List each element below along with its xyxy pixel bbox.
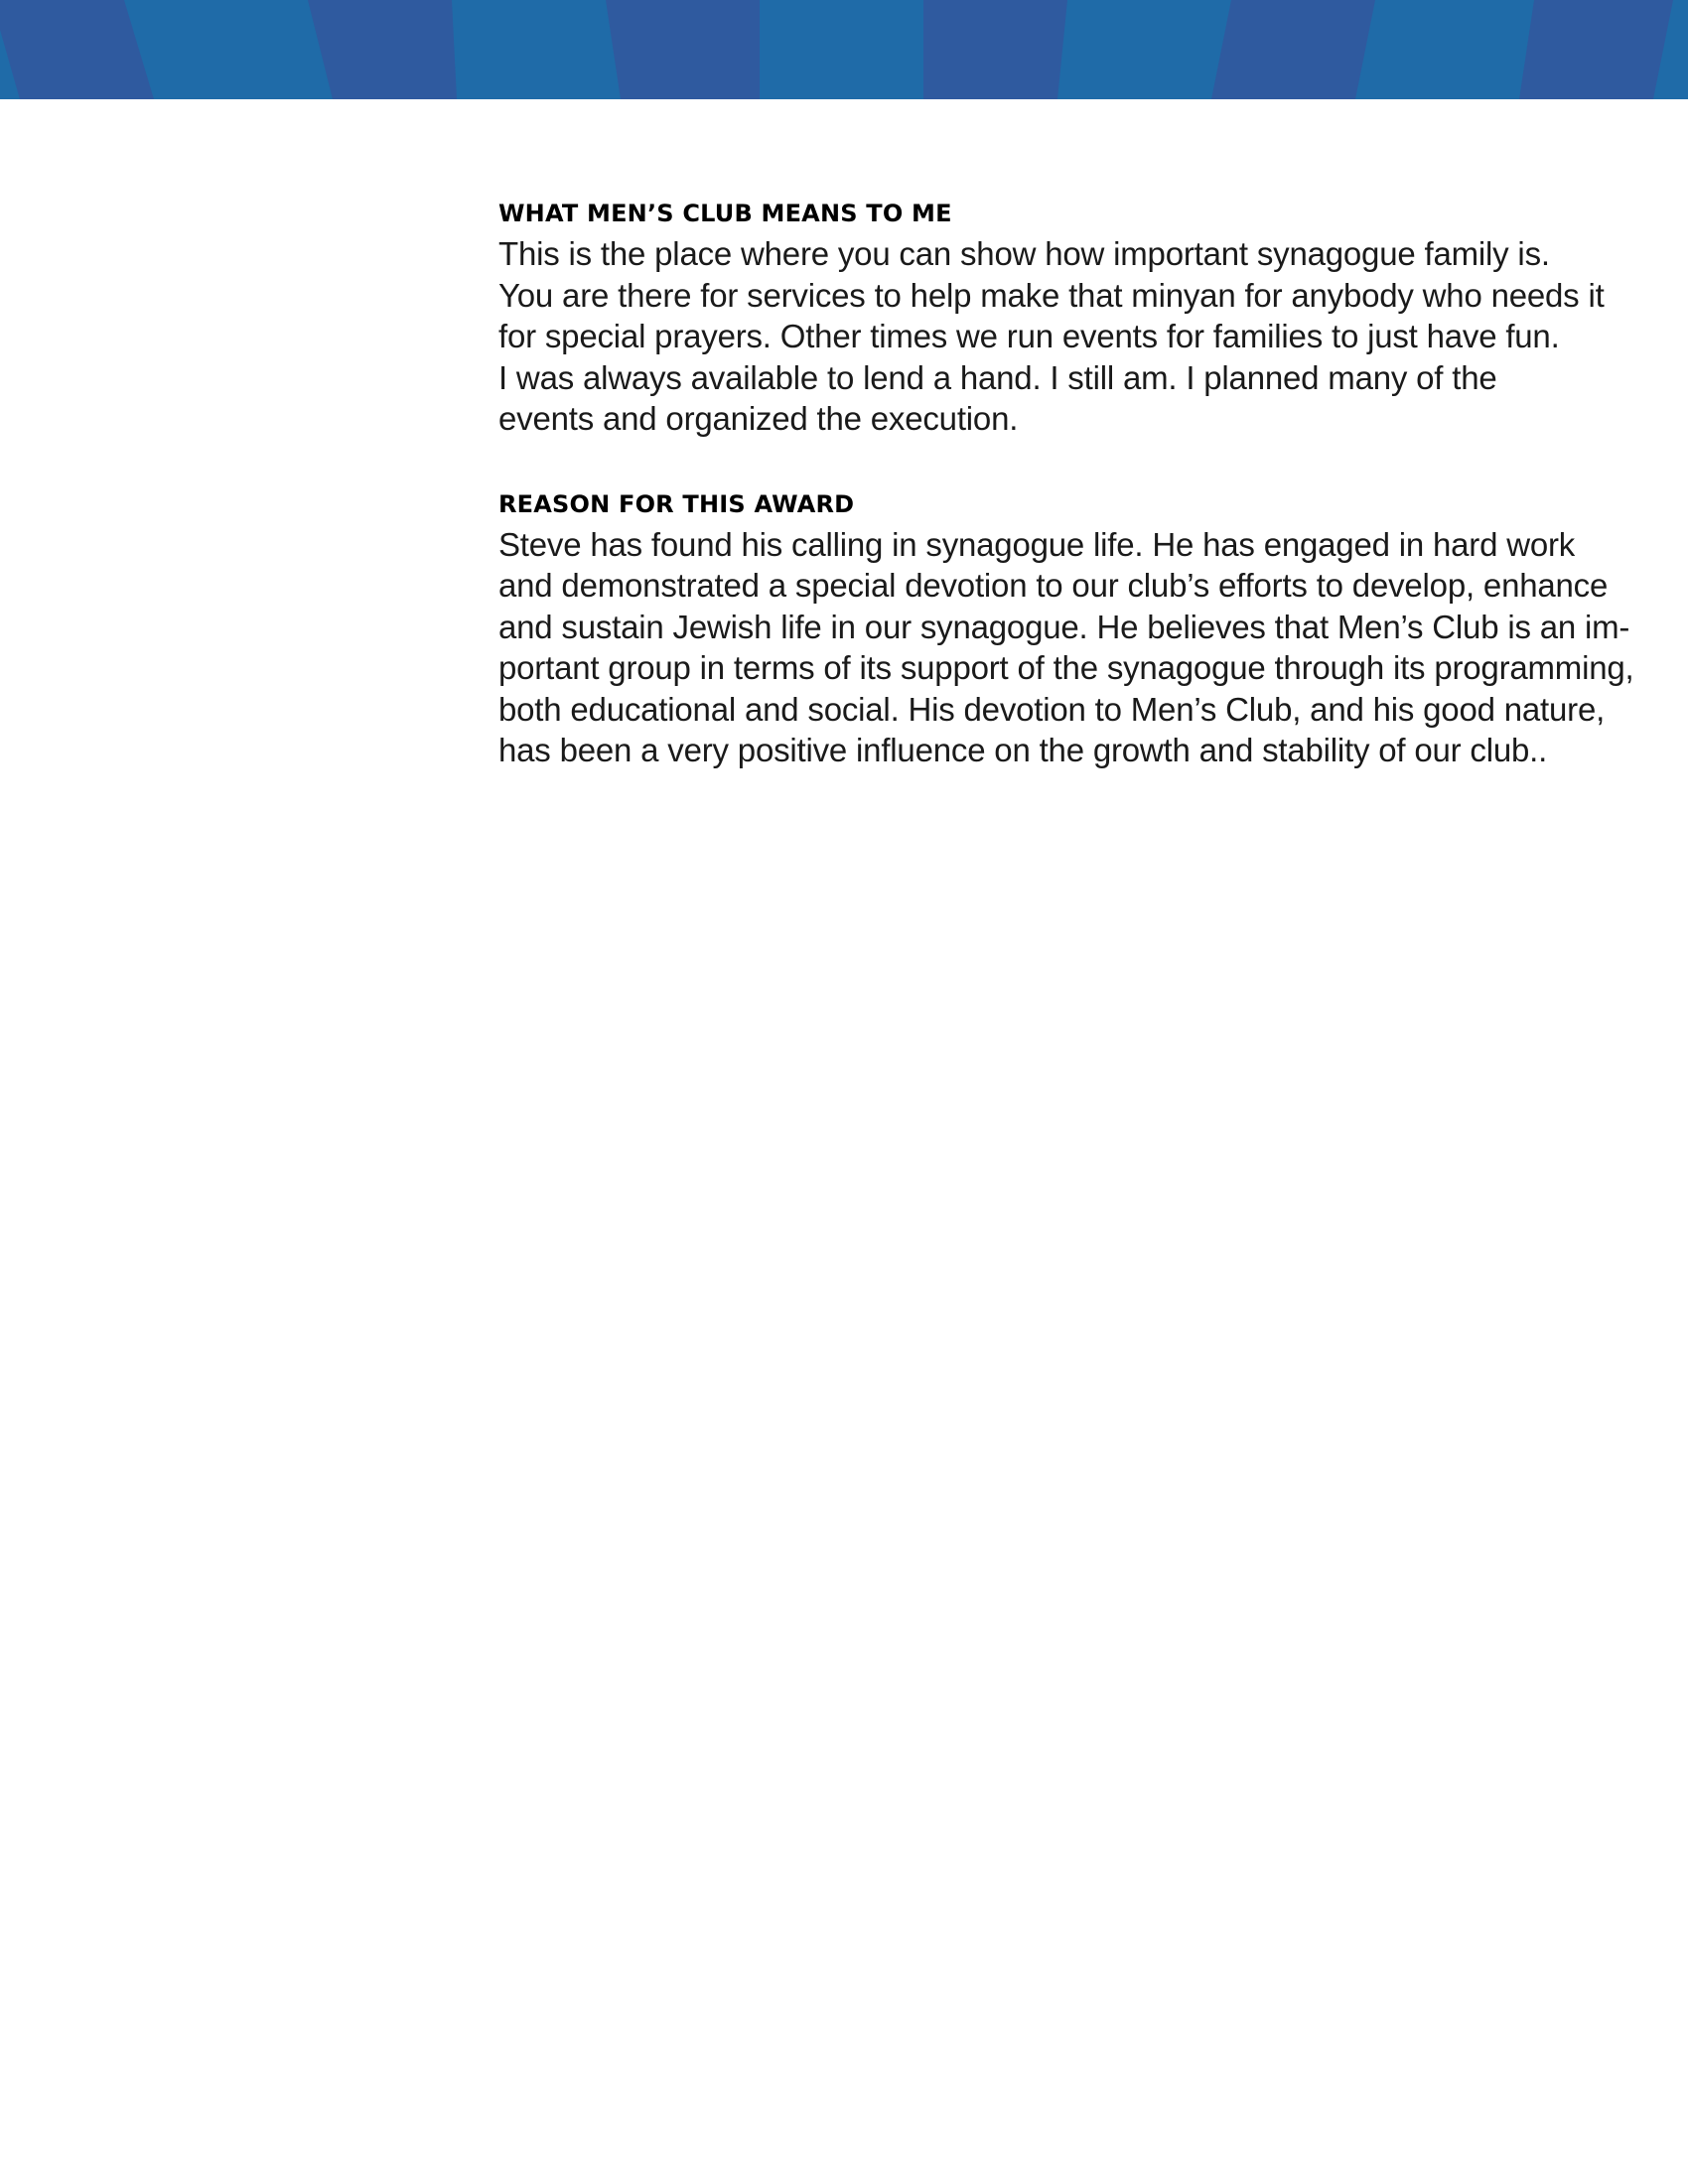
paragraph-line: You are there for services to help make that minyan for anybody who needs it (498, 276, 1605, 314)
paragraph-line: and demonstrated a special devotion to our club’s efforts to develop, enhance (498, 567, 1609, 604)
paragraph-line: events and organized the execution. (498, 400, 1019, 437)
section-heading: REASON FOR THIS AWARD (498, 489, 855, 518)
section-heading: WHAT MEN’S CLUB MEANS TO ME (498, 200, 952, 227)
section-paragraph (498, 524, 1634, 771)
article-content (498, 194, 1634, 816)
paragraph-line: Steve has found his calling in synagogue life. He has engaged in hard work (498, 525, 1576, 563)
section-what-mens-club-means (498, 194, 1605, 440)
paragraph-line: I was always available to lend a hand. I still am. I planned many of the (498, 358, 1497, 396)
paragraph-line: This is the place where you can show how important synagogue family is. (498, 235, 1550, 272)
paragraph-line: both educational and social. His devotion to Men’s Club, and his good nature, (498, 690, 1606, 728)
paragraph-line: portant group in terms of its support of the synagogue through its programming, (498, 649, 1634, 686)
paragraph-line: for special prayers. Other times we run events for families to just have fun. (498, 318, 1560, 354)
top-banner (0, 0, 1688, 99)
section-paragraph (498, 233, 1605, 440)
paragraph-line: and sustain Jewish life in our synagogue. He believes that Men’s Club is an im- (498, 608, 1630, 645)
paragraph-line: has been a very positive influence on the growth and stability of our club.. (498, 732, 1548, 768)
banner-stripes-graphic (0, 0, 1688, 99)
section-reason-for-award (498, 484, 1634, 771)
